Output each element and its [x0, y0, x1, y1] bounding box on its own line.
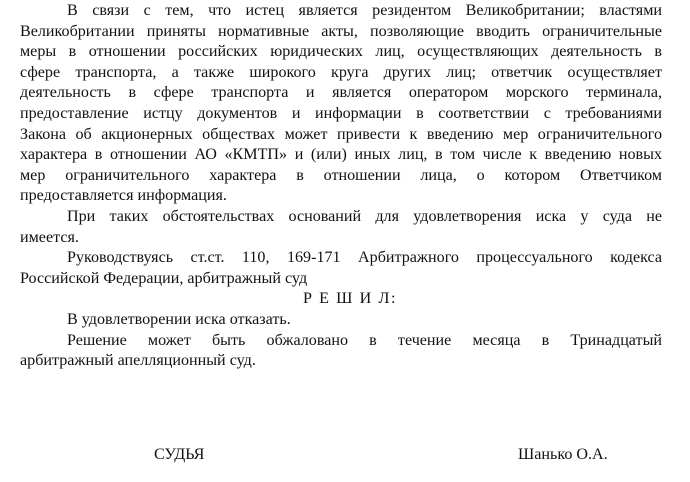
paragraph-no-grounds	[20, 207, 662, 248]
paragraph-dismissal	[20, 310, 662, 331]
text-line: Великобритании приняты нормативные акты, позволяющие вводить ограничительные	[20, 22, 662, 40]
text-line: Российской Федерации, арбитражный суд	[20, 269, 308, 287]
text-line: предоставление истцу документов и информации в соответствии с требованиями	[20, 104, 662, 122]
text-line: При таких обстоятельствах оснований для удовлетворения иска у суда не	[67, 207, 662, 225]
decision-heading: Р Е Ш И Л:	[302, 290, 398, 308]
text-line: мер ограничительного характера в отношении лица, о котором Ответчиком	[20, 166, 662, 184]
text-line: характера в отношении АО «КМТП» и (или) иных лиц, в том числе к введению новых	[20, 146, 662, 164]
text-line: сфере транспорта, а также широкого круга других лиц; ответчик осуществляет	[20, 63, 662, 81]
text-line: Закона об акционерных обществах может привести к введению мер ограничительного	[20, 125, 662, 143]
text-line: В связи с тем, что истец является резидентом Великобритании; властями	[67, 2, 662, 19]
paragraph-appeal	[20, 331, 662, 372]
text-line: В удовлетворении иска отказать.	[67, 310, 291, 328]
text-line: деятельность в сфере транспорта и является оператором морского терминала,	[20, 84, 662, 102]
text-line: меры в отношении российских юридических лиц, осуществляющих деятельность в	[20, 43, 662, 61]
judge-title: СУДЬЯ	[154, 446, 205, 463]
text-line: Руководствуясь ст.ст. 110, 169-171 Арбитражного процессуального кодекса	[67, 249, 662, 267]
text-line: имеется.	[20, 228, 79, 246]
text-line: Решение может быть обжаловано в течение месяца в Тринадцатый	[67, 331, 662, 349]
judge-name: Шанько О.А.	[518, 446, 608, 463]
document-body	[20, 0, 662, 372]
paragraph-legal-basis	[20, 248, 662, 289]
text-line: арбитражный апелляционный суд.	[20, 352, 256, 370]
text-line: предоставляется информация.	[20, 187, 227, 205]
paragraph-reasoning	[20, 0, 662, 207]
